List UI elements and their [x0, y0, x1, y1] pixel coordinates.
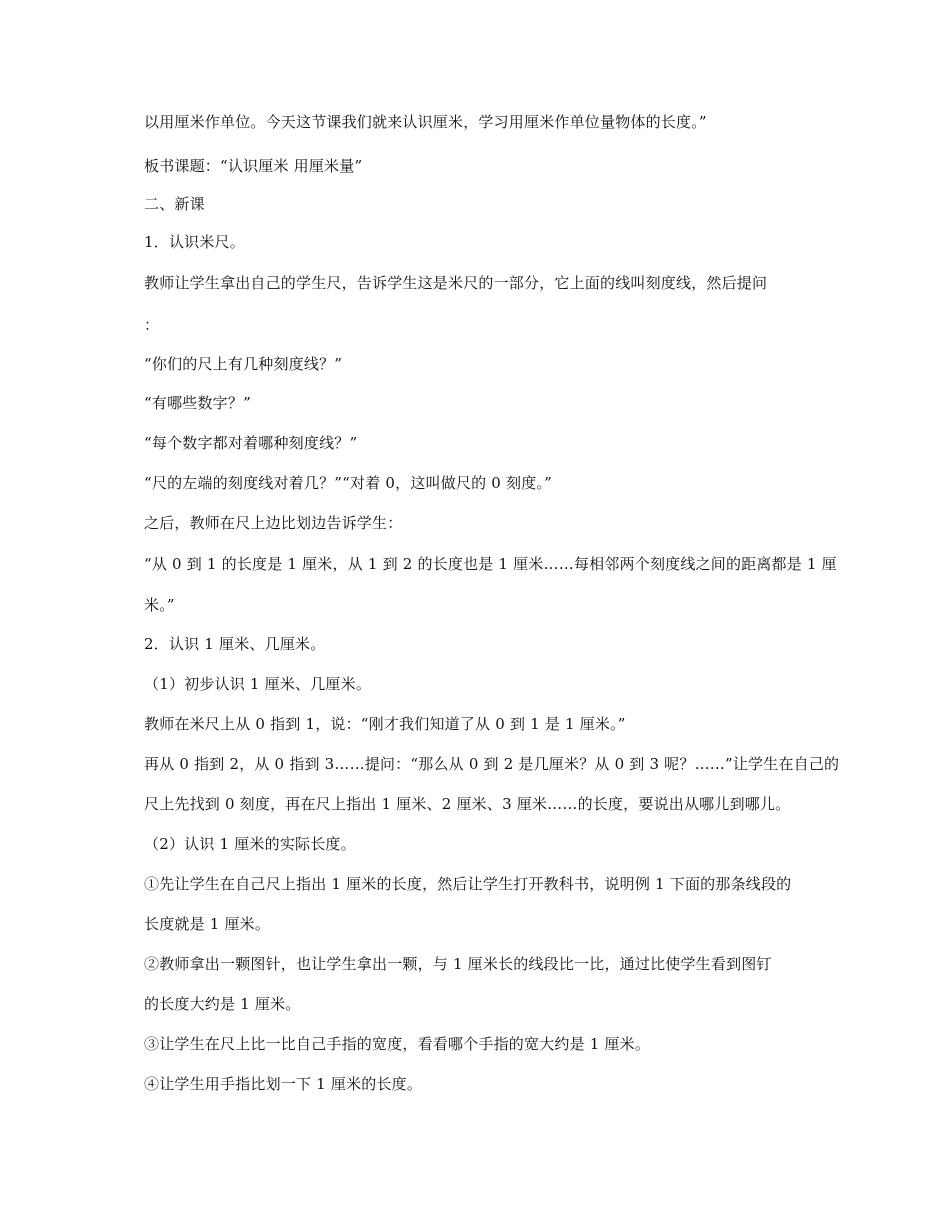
paragraph-line: ②教师拿出一颗图针，也让学生拿出一颗，与 1 厘米长的线段比一比，通过比使学生看到图钉: [144, 955, 772, 973]
paragraph-line: 教师在米尺上从 0 指到 1，说：“刚才我们知道了从 0 到 1 是 1 厘米。”: [144, 715, 626, 733]
paragraph-line: 尺上先找到 0 刻度，再在尺上指出 1 厘米、2 厘米、3 厘米……的长度，要说出从哪儿到哪儿。: [144, 795, 791, 813]
paragraph-line: 以用厘米作单位。今天这节课我们就来认识厘米，学习用厘米作单位量物体的长度。”: [144, 113, 707, 131]
paragraph-line: 的长度大约是 1 厘米。: [144, 995, 301, 1013]
subsection-heading: （1）初步认识 1 厘米、几厘米。: [144, 675, 372, 693]
quote-line: “有哪些数字？”: [144, 394, 251, 412]
quote-line: “从 0 到 1 的长度是 1 厘米，从 1 到 2 的长度也是 1 厘米……每相邻两个刻度线之间的距离都是 1 厘: [144, 555, 837, 573]
subsection-heading: 1．认识米尺。: [144, 233, 245, 251]
paragraph-line: ：: [144, 316, 160, 334]
quote-line: 米。”: [144, 596, 175, 614]
quote-line: “每个数字都对着哪种刻度线？”: [144, 434, 358, 452]
paragraph-line: 再从 0 指到 2，从 0 指到 3……提问：“那么从 0 到 2 是几厘米？从 0 到 3 呢？……”让学生在自己的: [144, 755, 840, 773]
paragraph-line: 教师让学生拿出自己的学生尺，告诉学生这是米尺的一部分，它上面的线叫刻度线，然后提问: [144, 274, 768, 292]
quote-line: “尺的左端的刻度线对着几？”“对着 0，这叫做尺的 0 刻度。”: [144, 474, 552, 492]
subsection-heading: 2．认识 1 厘米、几厘米。: [144, 635, 326, 653]
paragraph-line: ④让学生用手指比划一下 1 厘米的长度。: [144, 1075, 423, 1093]
paragraph-line: 之后，教师在尺上边比划边告诉学生：: [144, 514, 403, 532]
subsection-heading: （2）认识 1 厘米的实际长度。: [144, 835, 356, 853]
paragraph-line: ①先让学生在自己尺上指出 1 厘米的长度，然后让学生打开教科书，说明例 1 下面的那条线段的: [144, 875, 792, 893]
quote-line: “你们的尺上有几种刻度线？”: [144, 355, 343, 373]
paragraph-line: 长度就是 1 厘米。: [144, 915, 271, 933]
section-heading: 二、新课: [144, 195, 205, 213]
paragraph-line: ③让学生在尺上比一比自己手指的宽度，看看哪个手指的宽大约是 1 厘米。: [144, 1035, 651, 1053]
paragraph-line: 板书课题：“认识厘米 用厘米量”: [144, 157, 363, 175]
